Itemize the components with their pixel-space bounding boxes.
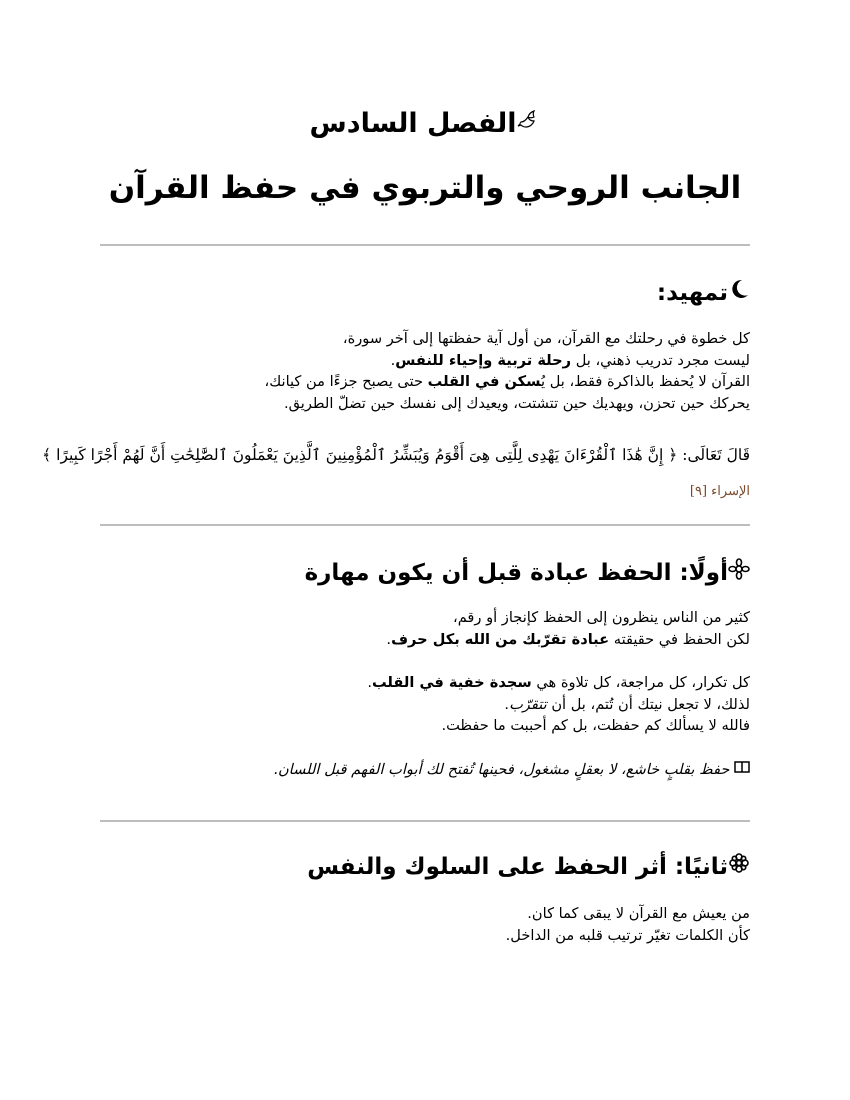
crescent-moon-icon <box>728 278 750 306</box>
divider <box>100 820 750 822</box>
flower-icon <box>728 558 750 586</box>
text-line: كل خطوة في رحلتك مع القرآن، من أول آية حفظتها إلى آخر سورة، <box>342 330 750 347</box>
quran-verse: قَالَ تَعَالَى: ﴿ إِنَّ هَٰذَا ٱلْقُرْءَانَ يَهْدِى لِلَّتِى هِىَ أَقْوَمُ وَيُبَشِّرُ ٱلْمُؤْمِنِينَ ٱلَّذِينَ يَعْمَلُونَ ٱلصَّٰلِحَٰتِ أَنَّ لَهُمْ أَجْرًا كَبِيرًا ﴾ <box>42 446 750 464</box>
text-line: كأن الكلمات تغيّر ترتيب قلبه من الداخل. <box>505 926 750 944</box>
section-two-paragraph <box>100 903 750 946</box>
text-line: من يعيش مع القرآن لا يبقى كما كان. <box>527 905 750 922</box>
emphasis: سجدة خفية في القلب <box>371 674 532 691</box>
verse-reference: الإسراء [٩] <box>689 484 750 499</box>
divider <box>100 524 750 526</box>
chapter-title-text: الفصل السادس <box>309 108 517 139</box>
emphasis: تتقرّب <box>509 695 547 713</box>
dove-icon <box>517 108 541 139</box>
emphasis: عبادة تقرّبك من الله بكل حرف <box>391 630 610 648</box>
section-one-paragraph-1 <box>100 607 750 650</box>
text-line: كثير من الناس ينظرون إلى الحفظ كإنجاز أو رقم، <box>452 609 750 626</box>
text-line: لكن الحفظ في حقيقته عبادة تقرّبك من الله بكل حرف. <box>386 630 750 648</box>
text-line: يحركك حين تحزن، ويهديك حين تتشتت، ويعيدك إلى نفسك حين تضلّ الطريق. <box>284 394 750 412</box>
text-line: كل تكرار، كل مراجعة، كل تلاوة هي سجدة خفية في القلب. <box>367 674 750 691</box>
section-one-note-text: حفظ بقلبٍ خاشع، لا بعقلٍ مشغول، فحينها تُفتح لك أبواب الفهم قبل اللسان. <box>273 761 730 778</box>
intro-heading <box>100 278 750 306</box>
section-one-paragraph-2 <box>100 672 750 737</box>
chapter-title <box>100 108 750 139</box>
divider <box>100 244 750 246</box>
section-one-heading <box>100 558 750 586</box>
emphasis: سكن في القلب <box>427 373 541 390</box>
text-line: ليست مجرد تدريب ذهني، بل رحلة تربية وإحياء للنفس. <box>390 351 750 369</box>
emphasis: رحلة تربية وإحياء للنفس <box>395 351 572 369</box>
intro-heading-text: تمهيد: <box>656 280 728 306</box>
text-line: لذلك، لا تجعل نيتك أن تُتم، بل أن تتقرّب. <box>504 695 750 713</box>
text-line: القرآن لا يُحفظ بالذاكرة فقط، بل يُسكن في القلب حتى يصبح جزءًا من كيانك، <box>264 373 750 390</box>
blossom-icon <box>728 852 750 880</box>
chapter-subtitle: الجانب الروحي والتربوي في حفظ القرآن <box>108 170 742 206</box>
text-line: فالله لا يسألك كم حفظت، بل كم أحببت ما حفظت. <box>441 717 750 734</box>
section-two-heading <box>100 852 750 880</box>
intro-paragraph <box>100 328 750 414</box>
section-one-heading-text: أولًا: الحفظ عبادة قبل أن يكون مهارة <box>304 560 728 586</box>
section-one-note <box>100 760 750 778</box>
book-icon <box>734 760 750 778</box>
section-two-heading-text: ثانيًا: أثر الحفظ على السلوك والنفس <box>307 854 728 880</box>
